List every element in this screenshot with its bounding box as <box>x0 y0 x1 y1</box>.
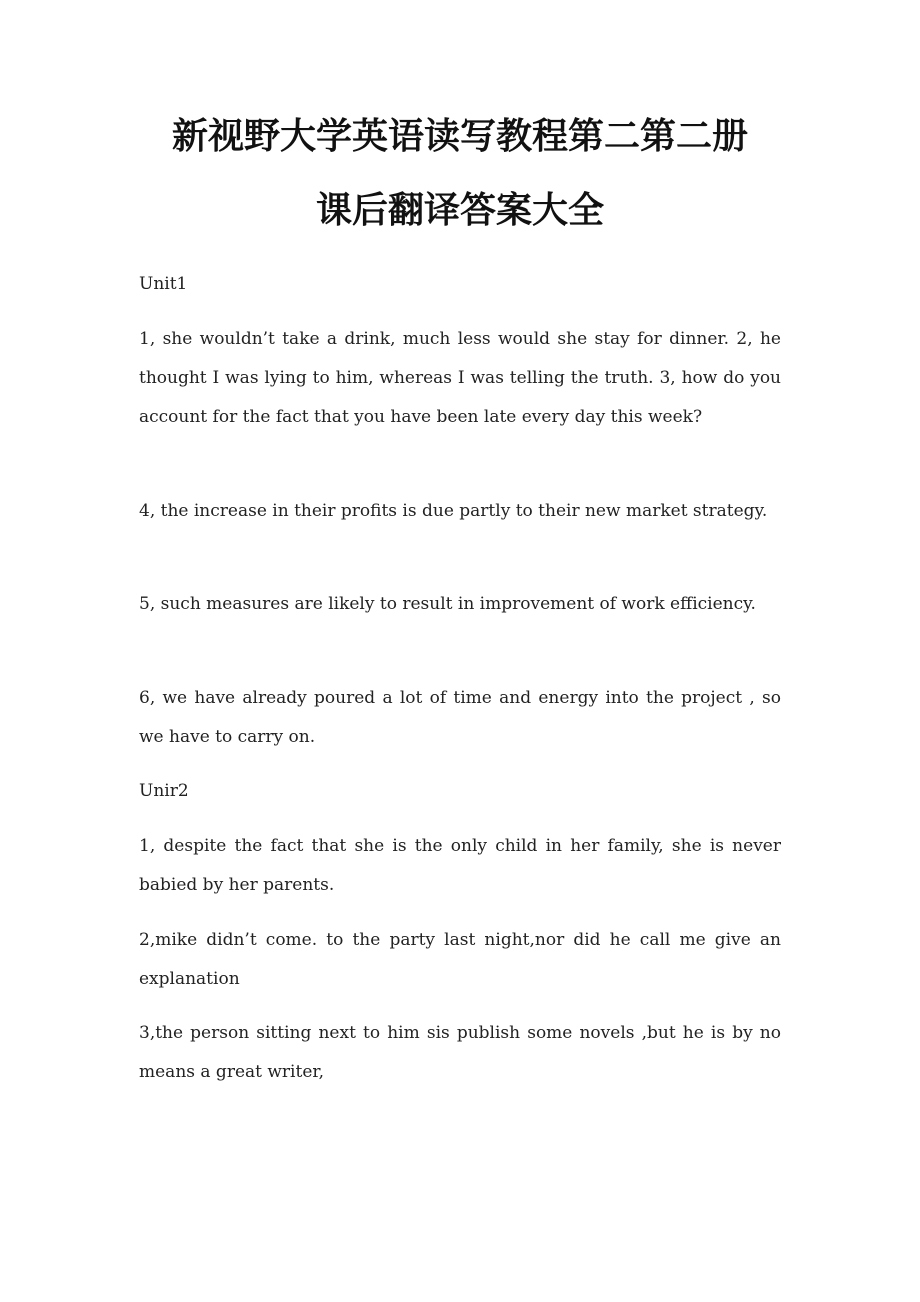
document-title-line-1: 新视野大学英语读写教程第二第二册 <box>171 115 748 157</box>
unit1-paragraph-1: 1, she wouldn’t take a drink, much less would she stay for dinner. 2, he thought I was lying to him, whereas I was telling the truth. 3, how do you account for the fact that you have been late every day this week? <box>139 329 781 427</box>
unit2-heading: Unir2 <box>139 781 189 801</box>
unit1-heading: Unit1 <box>139 274 188 294</box>
document-title-line-2: 课后翻译答案大全 <box>315 189 604 231</box>
unit2-paragraph-1: 1, despite the fact that she is the only child in her family, she is never babied by her parents. <box>139 836 781 895</box>
unit2-paragraph-3: 3,the person sitting next to him sis publish some novels ,but he is by no means a great writer, <box>139 1023 781 1082</box>
unit1-paragraph-3: 5, such measures are likely to result in improvement of work efficiency. <box>139 594 756 614</box>
unit2-paragraph-2: 2,mike didn’t come. to the party last night,nor did he call me give an explanation <box>139 930 781 989</box>
unit1-paragraph-2: 4, the increase in their profits is due partly to their new market strategy. <box>139 501 768 521</box>
unit1-paragraph-4: 6, we have already poured a lot of time and energy into the project , so we have to carry on. <box>139 688 781 747</box>
